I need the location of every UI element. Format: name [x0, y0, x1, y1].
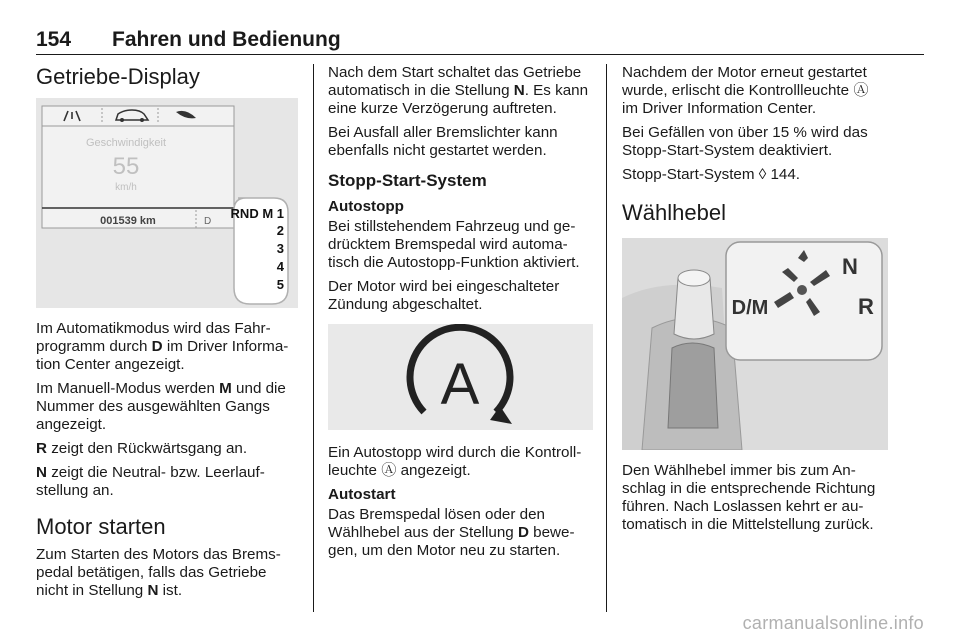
column-2	[328, 64, 593, 566]
section-title-stopp-start: Stopp-Start-System	[328, 171, 487, 190]
chapter-title: Fahren und Bedienung	[112, 28, 341, 51]
lever-label-n: N	[842, 254, 858, 279]
paragraph: Zum Starten des Motors das Bremspedal betätigen, falls das Getriebe nicht in Stellung N ist.	[36, 546, 281, 599]
gear-2: 2	[276, 223, 284, 238]
footer-watermark: carmanualsonline.info	[742, 613, 924, 633]
gear-lever-knob	[674, 270, 714, 339]
paragraph: Bei Ausfall aller Bremslichter kann ebenfalls nicht gestartet werden.	[328, 124, 558, 159]
column-3	[622, 64, 888, 540]
display-speed-label: Geschwindigkeit	[85, 137, 167, 149]
paragraph: Im Automatikmodus wird das Fahrprogramm durch D im Driver Information Center angezeigt.	[36, 320, 289, 373]
subheading-autostopp: Autostopp	[328, 198, 404, 215]
autostop-indicator-icon: Ⓐ	[381, 462, 397, 479]
paragraph: Nach dem Start schaltet das Getriebe automatisch in die Stellung N. Es kann eine kurze Verzögerung auftreten.	[328, 64, 589, 117]
gear-3: 3	[276, 241, 284, 256]
transmission-display-figure	[36, 98, 298, 308]
paragraph: Der Motor wird bei eingeschalteter Zündung abgeschaltet.	[328, 278, 560, 313]
column-divider	[313, 64, 314, 612]
gear-5: 5	[276, 277, 284, 292]
paragraph: N zeigt die Neutral- bzw. Leerlaufstellung an.	[36, 464, 265, 499]
paragraph: Nachdem der Motor erneut gestartet wurde, erlischt die Kontrollleuchte Ⓐ im Driver Information Center.	[622, 64, 869, 117]
autostop-figure	[328, 324, 593, 430]
autostop-letter: A	[440, 352, 480, 417]
paragraph: Bei stillstehendem Fahrzeug und gedrücktem Bremspedal wird automatisch die Autostopp-Funktion aktiviert.	[328, 218, 580, 271]
paragraph: Stopp-Start-System ◊ 144.	[622, 166, 801, 183]
subheading-autostart: Autostart	[328, 486, 396, 503]
display-odometer: 001539 km	[100, 215, 156, 227]
column-divider	[606, 64, 607, 612]
paragraph: R zeigt den Rückwärtsgang an.	[36, 440, 248, 457]
paragraph: Ein Autostopp wird durch die Kontrollleuchte Ⓐ angezeigt.	[328, 444, 582, 479]
paragraph: Das Bremspedal lösen oder den Wählhebel aus der Stellung D bewegen, um den Motor neu zu starten.	[328, 506, 575, 559]
gear-lever-figure	[622, 238, 888, 450]
page-header	[36, 28, 924, 52]
gear-header: RND M 1	[230, 206, 284, 221]
page-reference-icon: ◊	[758, 166, 767, 183]
autostop-indicator-icon: Ⓐ	[853, 82, 869, 99]
column-1	[36, 64, 298, 606]
lever-label-r: R	[858, 294, 874, 319]
paragraph: Den Wählhebel immer bis zum Anschlag in die entsprechende Richtung führen. Nach Loslassen kehrt er automatisch in die Mittelstellung zurück.	[622, 462, 876, 533]
display-speed-unit: km/h	[115, 182, 137, 193]
lever-label-dm: D/M	[731, 297, 769, 319]
section-title-motor-starten: Motor starten	[36, 514, 166, 539]
page-number: 154	[36, 28, 72, 51]
section-title-waehlhebel: Wählhebel	[622, 200, 726, 225]
gear-4: 4	[276, 259, 284, 274]
header-rule	[36, 54, 924, 55]
display-speed-value: 55	[112, 153, 140, 180]
display-gear-letter: D	[204, 216, 212, 227]
section-title-getriebe-display: Getriebe-Display	[36, 64, 200, 89]
paragraph: Im Manuell-Modus werden M und die Nummer des ausgewählten Gangs angezeigt.	[36, 380, 286, 433]
paragraph: Bei Gefällen von über 15 % wird das Stopp-Start-System deaktiviert.	[622, 124, 868, 159]
